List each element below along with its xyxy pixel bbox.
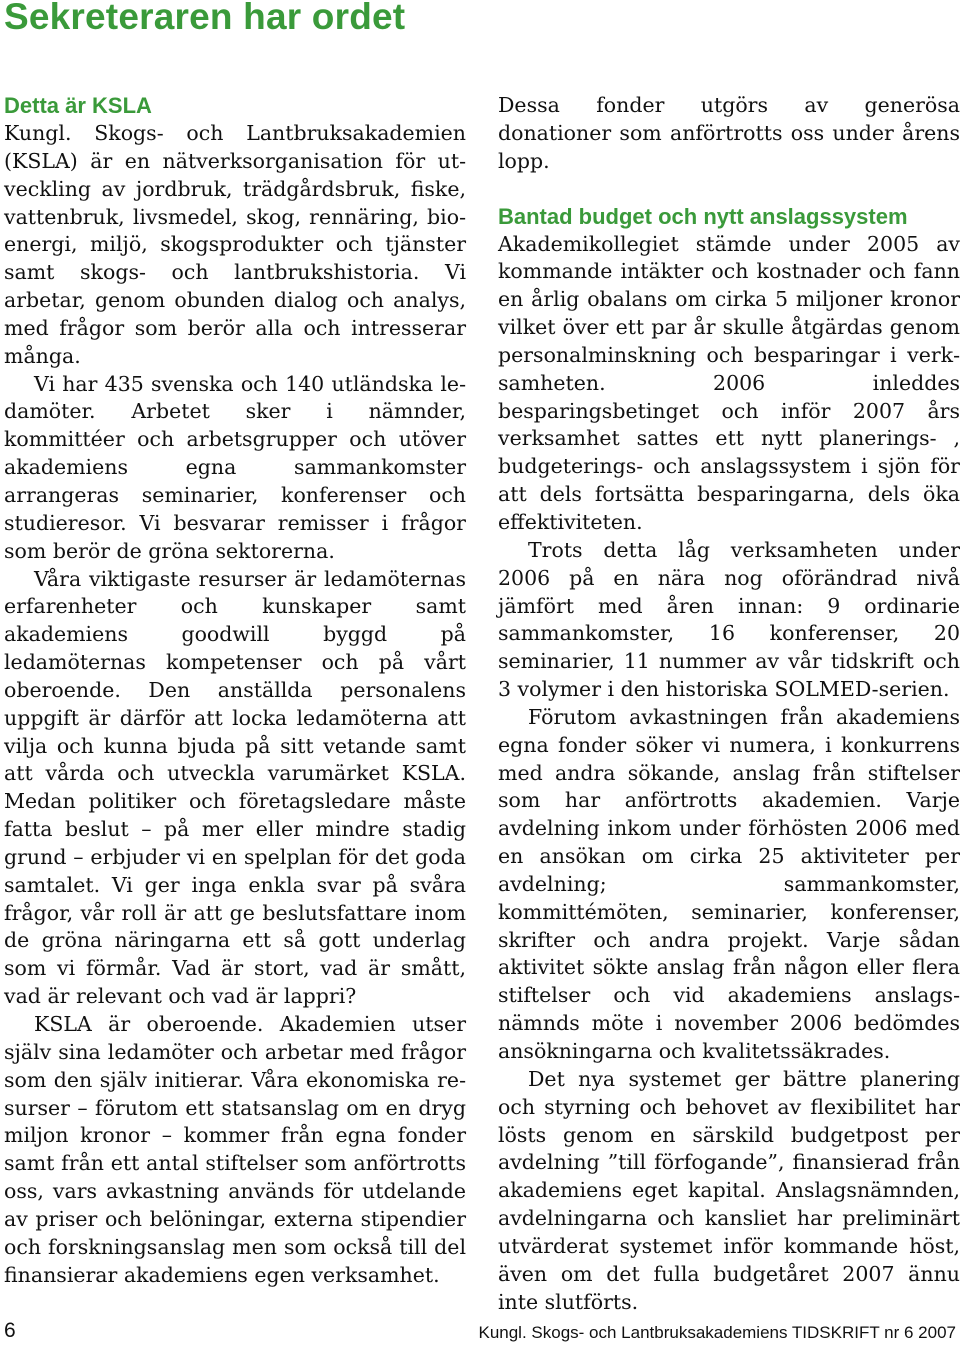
- body-paragraph: Våra viktigaste resurser är ledamöternas erfarenheter och kunskaper samt akademiens goodwill byggd på ledamöternas kompetenser och på vårt oberoende. Den anställda personalens uppgift är därför att locka ledamöterna att vilja och kunna bjuda på sitt vetande samt att vårda och utveckla varumärket KSLA. Medan politiker och företagsledare måste fatta beslut – på mer eller mindre stadig grund – erbjuder vi en spelplan för det goda samtalet. Vi ger inga enkla svar på svåra frågor, vår roll är att ge beslutsfattare inom de gröna näringarna ett så gott underlag som vi förmår. Vad är stort, vad är smått, vad är relevant och vad är lappri?: [4, 566, 466, 1009]
- body-paragraph: Akademikollegiet stämde under 2005 av kommande intäkter och kostnader och fann en årlig obalans om cirka 5 miljoner kronor vilket över ett par år skulle åtgärdas genom personalminskning och besparingar i verksamheten. 2006 inleddes besparingsbetinget och inför 2007 års verksamhet sattes ett nytt planerings- , budgeterings- och anslagssystem i sjön för att dels fortsätta besparingarna, dels öka effektiviteten.: [498, 231, 960, 534]
- body-paragraph: Förutom avkastningen från akademiens egna fonder söker vi numera, i konkurrens med andra sökande, anslag från stiftelser som har anförtrotts akademien. Varje avdelning inkom under förhösten 2006 med en ansökan om cirka 25 aktiviteter per avdelning; sammankomster, kommittémöten, seminarier, konferenser, skrifter och andra projekt. Varje sådan aktivitet sökte anslag från någon eller flera stiftelser och vid akademiens anslagsnämnds möte i november 2006 bedömdes ansökningarna och kvalitetssäkrades.: [498, 704, 960, 1063]
- body-paragraph: Dessa fonder utgörs av generösa donationer som anförtrotts oss under årens lopp.: [498, 93, 960, 173]
- body-paragraph: Kungl. Skogs- och Lantbruksakademien (KSLA) är en nätverksorganisation för utveckling av jordbruk, trädgårdsbruk, fiske, vattenbruk, livsmedel, skog, rennäring, bioenergi, miljö, skogsprodukter och tjänster samt skogs- och lantbrukshistoria. Vi arbetar, genom obunden dialog och analys, med frågor som berör alla och intresserar många.: [4, 121, 466, 368]
- left-column: [4, 92, 466, 1289]
- page-title: Sekreteraren har ordet: [4, 0, 406, 37]
- body-paragraph: Trots detta låg verksamheten under 2006 på en nära nog oförändrad nivå jämfört med åren innan: 9 ordinarie sammankomster, 16 konferenser, 20 seminarier, 11 nummer av vår tidskrift och 3 volymer i den historiska SOLMED-serien.: [498, 537, 960, 702]
- right-column: [498, 92, 960, 1316]
- body-paragraph: Det nya systemet ger bättre planering och styrning och behovet av flexibilitet har lösts genom en särskild budgetpost per avdelning ”till förfogande”, finansierad från akademiens eget kapital. Anslagsnämnden, avdelningarna och kansliet har preliminärt utvärderat systemet inför kommande höst, även om det fulla budgetåret 2007 ännu inte slutförts.: [498, 1066, 960, 1314]
- publication-footer: Kungl. Skogs- och Lantbruksakademiens TIDSKRIFT nr 6 2007: [478, 1323, 956, 1342]
- page-number: 6: [4, 1319, 16, 1342]
- section-heading-ksla: Detta är KSLA: [4, 93, 152, 118]
- section-heading-budget: Bantad budget och nytt anslagssystem: [498, 203, 908, 229]
- body-paragraph: Vi har 435 svenska och 140 utländska ledamöter. Arbetet sker i nämnder, kommittéer och arbetsgrupper och utöver akademiens egna sammankomster arrangeras seminarier, konferenser och studieresor. Vi besvarar remisser i frågor som berör de gröna sektorerna.: [4, 371, 466, 563]
- body-paragraph: KSLA är oberoende. Akademien utser själv sina ledamöter och arbetar med frågor som den själv initierar. Våra ekonomiska resurser – förutom ett statsanslag om en dryg miljon kronor – kommer från egna fonder samt från ett antal stiftelser som anförtrotts oss, vars avkastning används för utdelande av priser och belöningar, externa stipendier och forskningsanslag men som också till del finansierar akademiens egen verksamhet.: [4, 1012, 466, 1287]
